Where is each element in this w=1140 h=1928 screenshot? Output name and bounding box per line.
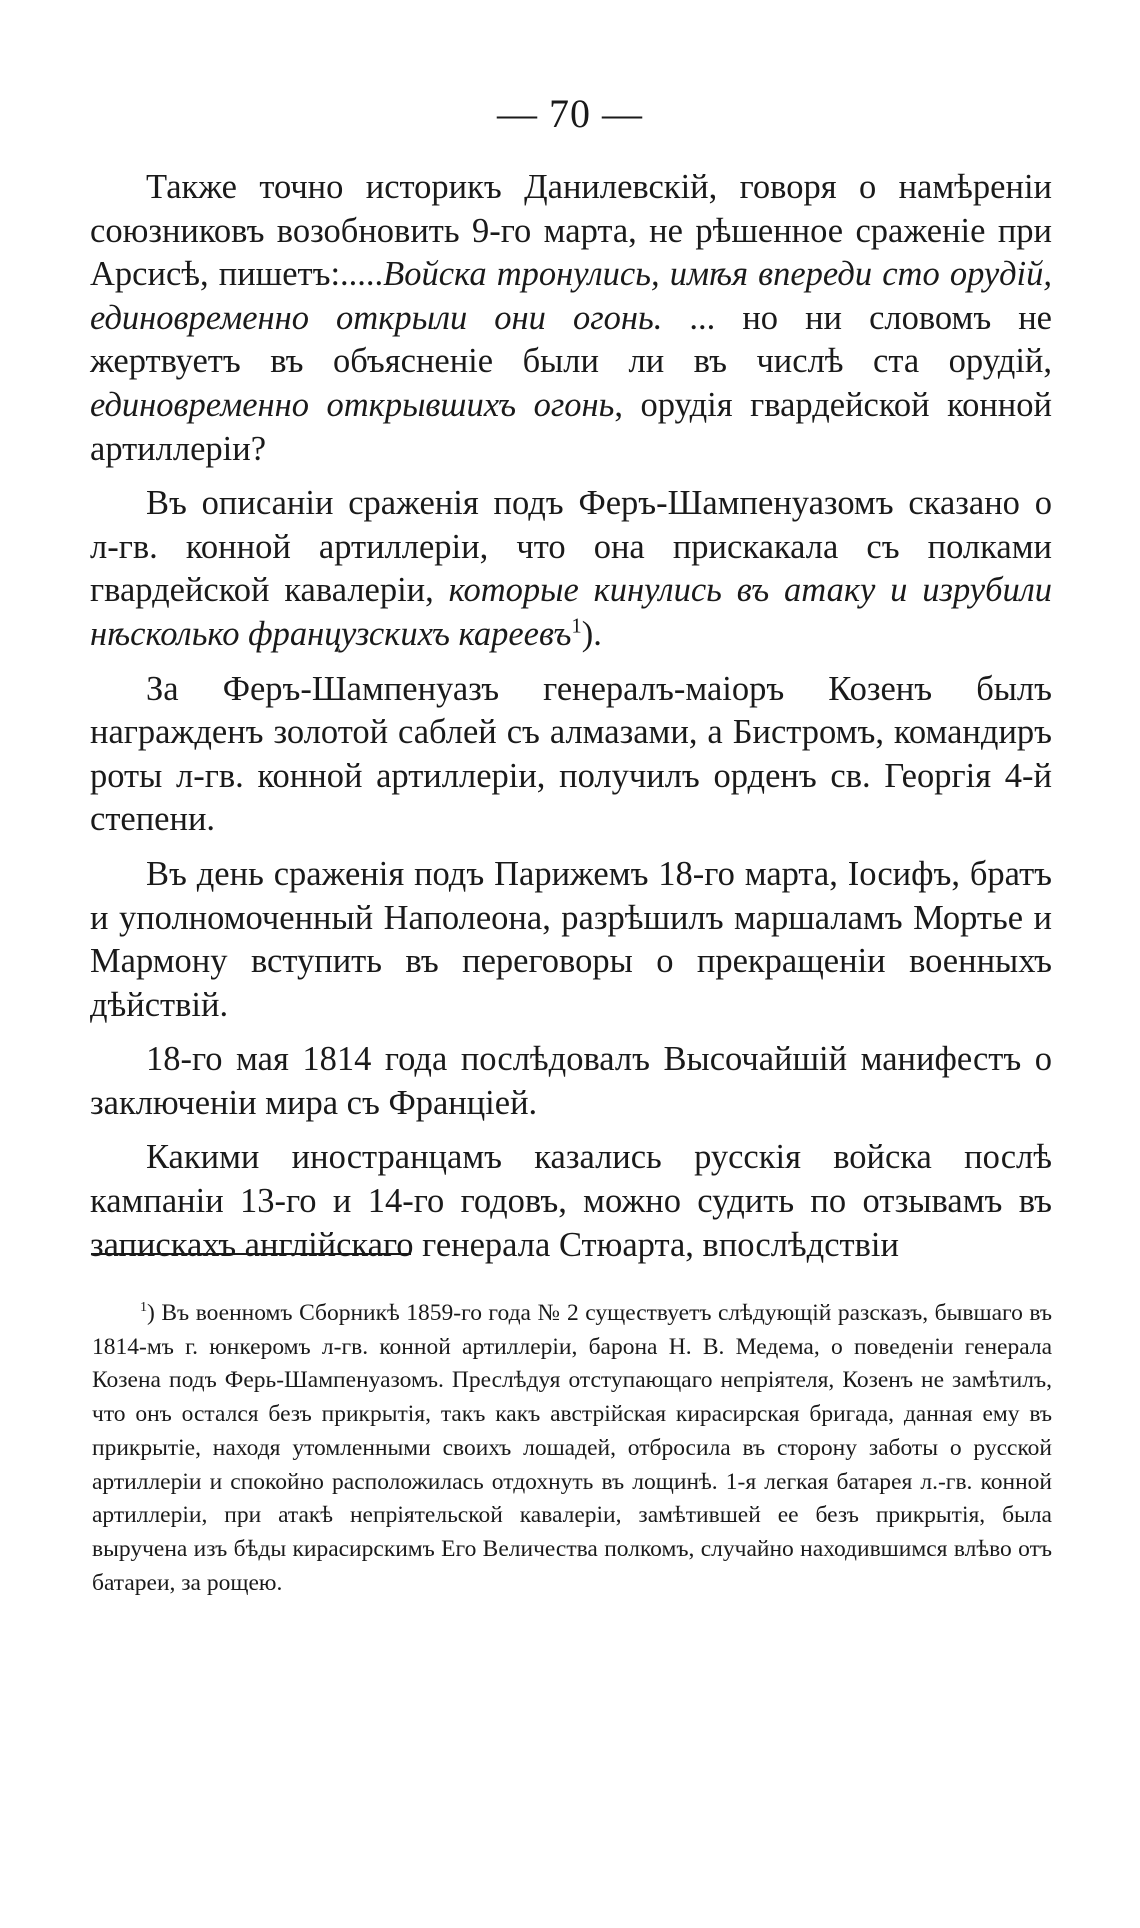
paragraph: Какими иностранцамъ казались русскія войска послѣ кампаніи 13-го и 14-го годовъ, можно судить по отзывамъ въ запискахъ англійскаго генерала Стюарта, впослѣдствіи (90, 1138, 1052, 1264)
text-run: Въ описаніи сраженія подъ Феръ-Шампенуазомъ сказано о л-гв. конной артиллеріи, что она прискакала съ полками гвардейской кавалеріи, (90, 484, 1052, 610)
paragraph: Въ день сраженія подъ Парижемъ 18-го марта, Іосифъ, братъ и уполномоченный Наполеона, разрѣшилъ маршаламъ Мортье и Мармону вступить въ переговоры о прекращеніи военныхъ дѣйствій. (90, 854, 1052, 1024)
footnote-reference: 1 (571, 615, 582, 638)
text-run: , орудія гвардейской конной артиллеріи? (90, 385, 1052, 468)
text-run: ... но ни словомъ не жертвуетъ въ объясненіе были ли въ числѣ ста орудій, (90, 298, 1052, 381)
paragraph: 18-го мая 1814 года послѣдовалъ Высочайшій манифестъ о заключеніи мира съ Франціей. (90, 1040, 1052, 1122)
paragraph: За Феръ-Шампенуазъ генералъ-маіоръ Козенъ былъ награжденъ золотой саблей съ алмазами, а Бистромъ, командиръ роты л-гв. конной артиллеріи, получилъ орденъ св. Георгія 4-й степени. (90, 669, 1052, 839)
paragraph (90, 482, 1052, 656)
footnote-text: ) Въ военномъ Сборникѣ 1859-го года № 2 существуетъ слѣдующій разсказъ, бывшаго въ 1814-мъ г. юнкеромъ л-гв. конной артиллеріи, барона Н. В. Медема, о поведеніи генерала Козена подъ Ферь-Шампенуазомъ. Преслѣдуя отступающаго непріятеля, Козенъ не замѣтилъ, что онъ остался безъ прикрытія, такъ какъ австрійская кирасирская бригада, данная ему въ прикрытіе, находя утомленными своихъ лошадей, отбросила въ сторону заботы о русской артиллеріи и спокойно расположилась отдохнуть въ лощинѣ. 1-я легкая батарея л.-гв. конной артиллеріи, при атакѣ непріятельской кавалеріи, замѣтившей ее безъ прикрытія, была выручена изъ бѣды кирасирскимъ Его Величества полкомъ, случайно находившимся влѣво отъ батареи, за рощею. (92, 1300, 1052, 1596)
footnote-marker: 1 (140, 1299, 148, 1316)
footnote (92, 1297, 1052, 1600)
footnote-separator (91, 1253, 411, 1255)
paragraph (90, 166, 1052, 471)
main-text (90, 166, 1052, 1278)
text-run: ). (581, 614, 602, 653)
page-number: — 70 — (497, 91, 643, 136)
italic-quote: единовременно открывшихъ огонь (90, 385, 615, 424)
italic-quote: Войска тронулись, имѣя впереди сто орудій, единовременно открыли они огонь. (90, 255, 1052, 337)
italic-quote: которые кинулись въ атаку и изрубили нѣсколько французскихъ кареевъ (90, 571, 1052, 653)
text-run: Также точно историкъ Данилевскій, говоря о намѣреніи союзниковъ возобновить 9-го марта, не рѣшенное сраженіе при Арсисѣ, пишетъ:..... (90, 168, 1052, 294)
